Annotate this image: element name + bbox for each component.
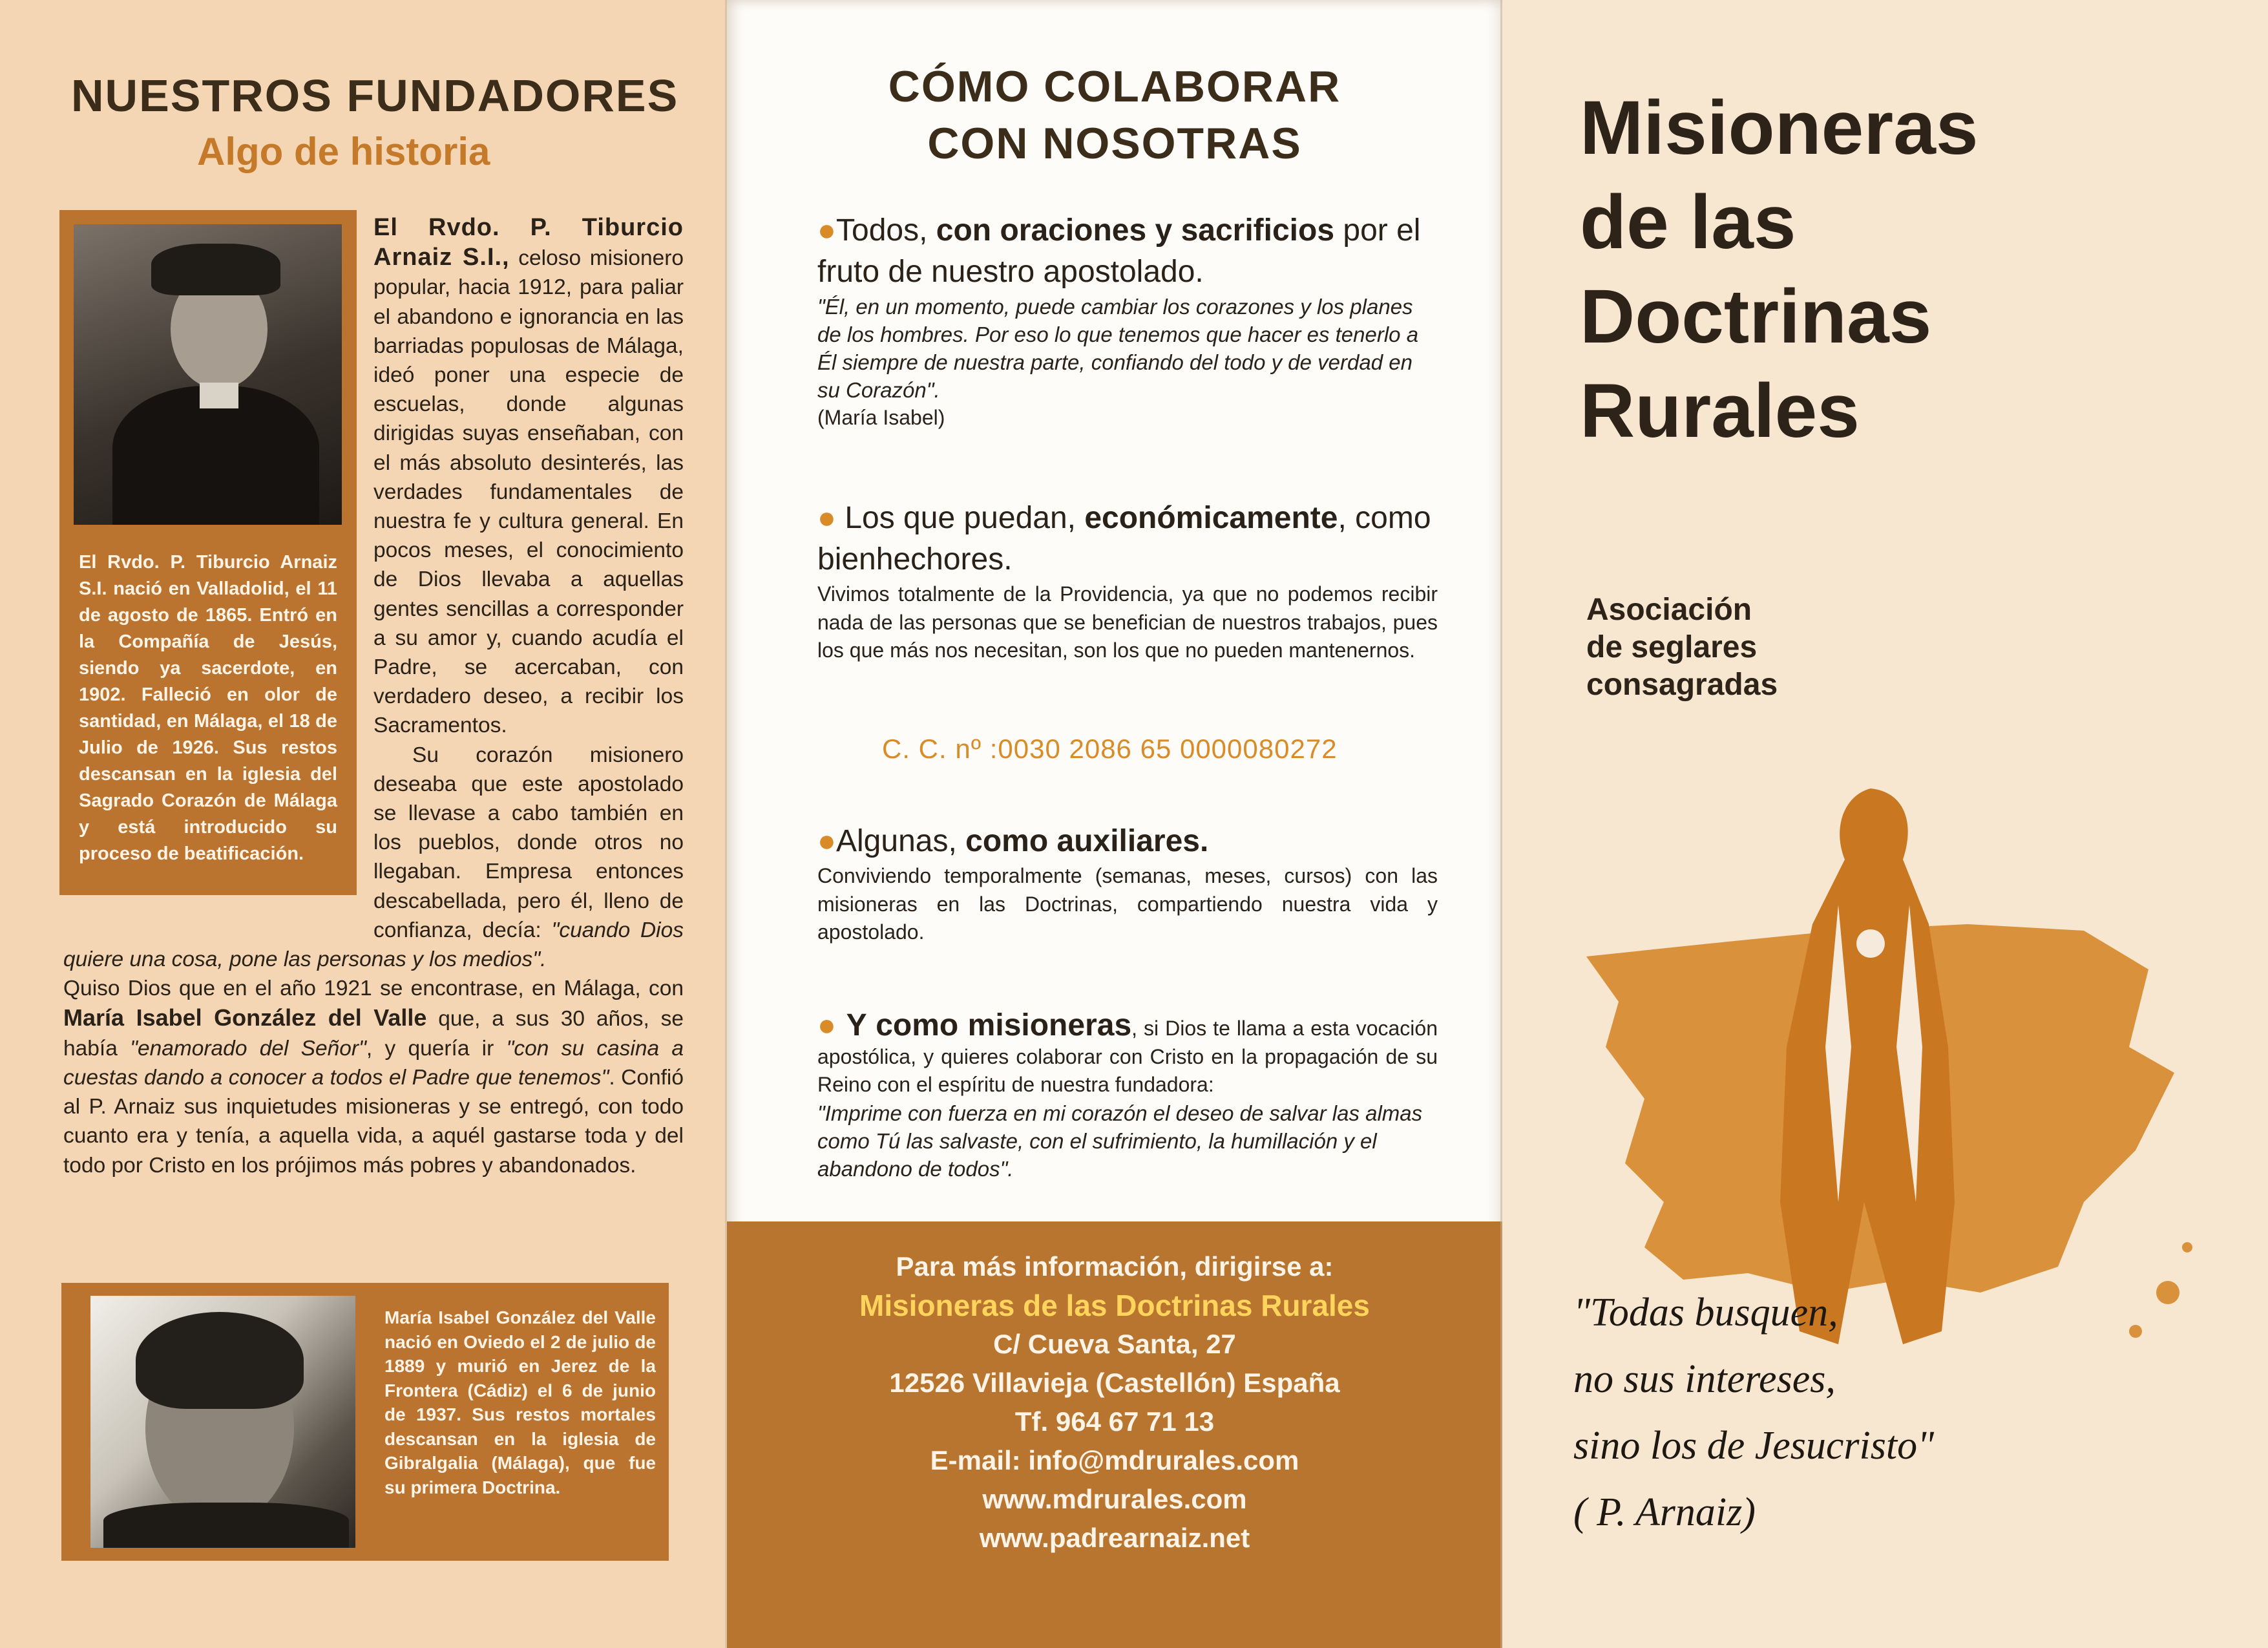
item2-rest: , como bienhechores. [817, 501, 1431, 576]
founders-subtitle: Algo de historia [197, 130, 490, 173]
founders-title: NUESTROS FUNDADORES [71, 70, 679, 121]
item1-emphasis: con oraciones y sacrificios [936, 213, 1335, 248]
contact-website-1: www.mdrurales.com [982, 1484, 1247, 1514]
bank-account: C. C. nº :0030 2086 65 0000080272 [882, 734, 1338, 764]
item4-emphasis: Y como misioneras [846, 1008, 1132, 1042]
item1-author: (María Isabel) [817, 406, 945, 429]
bullet-icon: ● [817, 824, 836, 858]
item1-lead: Todos, [836, 213, 936, 248]
history-paragraph-1: celoso misionero popular, hacia 1912, para paliar el abandono e ignorancia en las barriadas populosas de Málaga, ideó poner una especie de escuelas, donde algunas dirigidas suyas enseñaban, con el más absoluto desinterés, las verdades fundamentales de nuestra fe y cultura general. En pocos meses, el conocimiento de Dios llevaba a aquellas gentes sencillas a corresponder a su amor y, cuando acudía el Padre, se acercaban, con verdadero deseo, a recibir los Sacramentos. [373, 246, 684, 738]
gonzalez-bio-caption: María Isabel González del Valle nació en Oviedo el 2 de julio de 1889 y murió en Jerez de la Frontera (Cádiz) el 6 de junio de 1937. Sus restos mortales descansan en la iglesia de Gibralgalia (Málaga), que fue su primera Doctrina. [384, 1307, 656, 1497]
item1-quote: "Él, en un momento, puede cambiar los corazones y los planes de los hombres. Por eso lo que tenemos que hacer es tenerlo a Él siempre de nuestra parte, confiando del todo y de verdad en su Corazón". [817, 295, 1419, 402]
title-line-2: de las [1580, 180, 1796, 265]
collab-item-economic [817, 498, 1438, 665]
bullet-icon: ● [817, 501, 845, 535]
subtitle-line-2: de seglares [1586, 630, 1758, 664]
panel-collaborate [727, 0, 1502, 1648]
gonzalez-photo [90, 1296, 355, 1548]
item3-text: Conviviendo temporalmente (semanas, meses, cursos) con las misioneras en las Doctrinas, compartiendo nuestra vida y apostolado. [817, 864, 1438, 944]
collab-item-auxiliary [817, 821, 1438, 947]
title-line-4: Rurales [1580, 368, 1860, 454]
brochure-subtitle [1586, 591, 1778, 704]
brochure-title [1580, 81, 1978, 458]
gonzalez-name: María Isabel González del Valle [63, 1004, 427, 1031]
title-line-3: Doctrinas [1580, 274, 1932, 359]
history-paragraph-3c: , y quería ir [366, 1036, 507, 1061]
panel-cover [1502, 0, 2268, 1648]
history-paragraph-3b: que, a sus 30 años, se había [63, 1007, 684, 1061]
item3-emphasis: como auxiliares. [965, 824, 1209, 858]
contact-website-2: www.padrearnaiz.net [979, 1523, 1250, 1553]
founder-quote [1573, 1280, 1934, 1546]
contact-address: C/ Cueva Santa, 27 [993, 1329, 1236, 1359]
bullet-icon: ● [817, 1008, 846, 1042]
arnaiz-quote: "cuando Dios quiere una cosa, pone las personas y los medios". [63, 918, 684, 972]
item2-lead: Los que puedan, [845, 501, 1085, 535]
item1-rest: por el fruto de nuestro apostolado. [817, 213, 1421, 289]
quote-line-4: ( P. Arnaiz) [1573, 1490, 1756, 1534]
item3-lead: Algunas, [836, 824, 966, 858]
history-paragraph-3: Quiso Dios que en el año 1921 se encontrase, en Málaga, con [63, 977, 684, 1001]
contact-organization: Misioneras de las Doctrinas Rurales [859, 1289, 1370, 1322]
contact-city: 12526 Villavieja (Castellón) España [889, 1368, 1340, 1398]
gonzalez-bio-box [61, 1283, 669, 1561]
subtitle-line-3: consagradas [1586, 668, 1778, 702]
contact-phone: Tf. 964 67 71 13 [1014, 1406, 1215, 1437]
collaborate-title [727, 58, 1502, 172]
item4-quote: "Imprime con fuerza en mi corazón el deseo de salvar las almas como Tú las salvaste, con el sufrimiento, la humillación y el abandono de todos". [817, 1101, 1423, 1181]
quote-line-2: no sus intereses, [1573, 1357, 1836, 1401]
collaborate-title-line-2: CON NOSOTRAS [927, 119, 1302, 168]
arnaiz-name: El Rvdo. P. Tiburcio Arnaiz S.I., [373, 214, 684, 271]
contact-email: E-mail: info@mdrurales.com [930, 1445, 1299, 1475]
item4-text: , si Dios te llama a esta vocación apostólica, y quieres colaborar con Cristo en la propagación de su Reino con el espíritu de nuestra fundadora: [817, 1017, 1438, 1096]
gonzalez-quote-1: "enamorado del Señor" [130, 1036, 366, 1061]
collab-item-missionary [817, 1008, 1438, 1183]
collab-item-prayer [817, 210, 1438, 432]
quote-line-1: "Todas busquen, [1573, 1291, 1838, 1335]
collaborate-title-line-1: CÓMO COLABORAR [888, 62, 1341, 111]
subtitle-line-1: Asociación [1586, 593, 1752, 627]
gonzalez-quote-2: "con su casina a cuestas dando a conocer a todos el Padre que tenemos" [63, 1036, 684, 1090]
history-paragraph-2: Su corazón misionero deseaba que este apostolado se llevase a cabo también en los pueblos, donde otros no llegaban. Empresa entonces descabellada, pero él, lleno de confianza, decía: [373, 743, 684, 942]
panel-founders [0, 0, 727, 1648]
contact-box [727, 1221, 1502, 1648]
contact-heading: Para más información, dirigirse a: [896, 1251, 1334, 1282]
bullet-icon: ● [817, 213, 836, 248]
founders-history-text [63, 213, 684, 1180]
title-line-1: Misioneras [1580, 85, 1979, 171]
history-paragraph-3d: . Confió al P. Arnaiz sus inquietudes misioneras y se entregó, con todo cuanto era y tenía, a aquella vida, a aquél gastarse toda y del todo por Cristo en los prójimos más pobres y abandonados. [63, 1065, 684, 1178]
item2-text: Vivimos totalmente de la Providencia, ya que no podemos recibir nada de las personas que se benefician de nuestros trabajos, pues los que más nos necesitan, son los que no pueden mantenernos. [817, 582, 1438, 662]
arnaiz-bio-caption: El Rvdo. P. Tiburcio Arnaiz S.I. nació en Valladolid, el 11 de agosto de 1865. Entró en la Compañía de Jesús, siendo ya sacerdote, en 1902. Falleció en olor de santidad, en Málaga, el 18 de Julio de 1926. Sus restos descansan en la iglesia del Sagrado Corazón de Málaga y está introducido su proceso de beatificación. [79, 552, 337, 864]
item2-emphasis: económicamente [1084, 501, 1338, 535]
quote-line-3: sino los de Jesucristo" [1573, 1424, 1935, 1468]
